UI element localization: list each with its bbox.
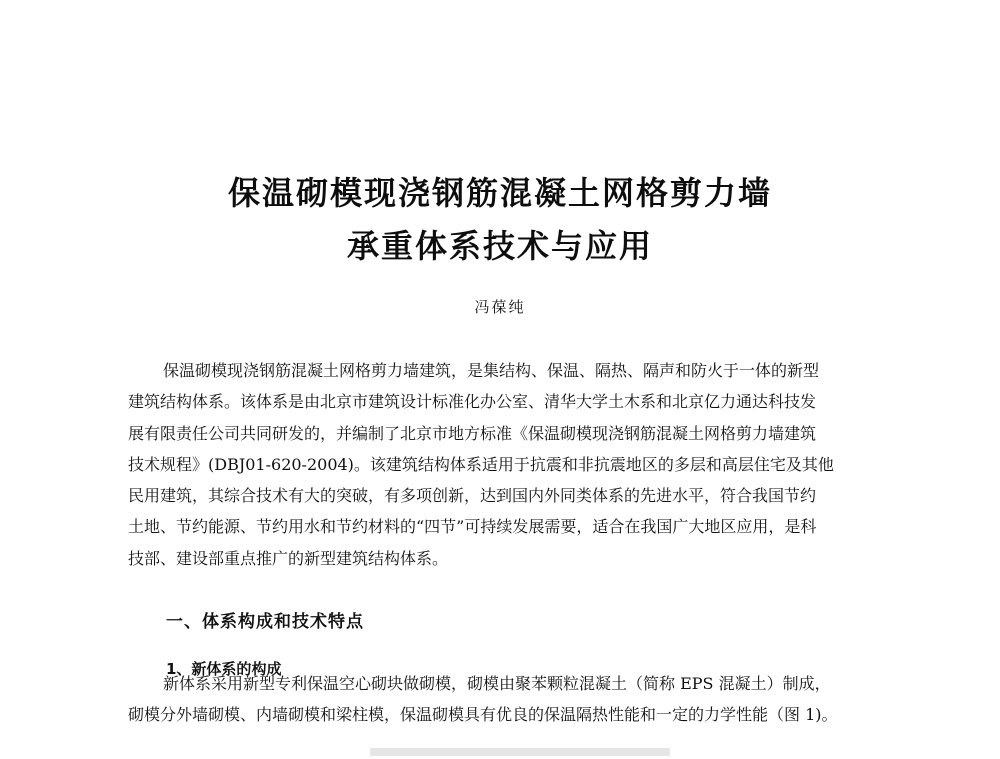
paragraph-line: 保温砌模现浇钢筋混凝土网格剪力墙建筑，是集结构、保温、隔热、隔声和防火于一体的新型 — [163, 361, 820, 380]
paragraph-line: 民用建筑，其综合技术有大的突破，有多项创新，达到国内外同类体系的先进水平，符合我国节约 — [128, 486, 817, 506]
paragraph-line: 技术规程》(DBJ01-620-2004)。该建筑结构体系适用于抗震和非抗震地区的多层和高层住宅及其他 — [128, 454, 834, 474]
title-line-1: 保温砌模现浇钢筋混凝土网格剪力墙 — [227, 174, 772, 212]
paragraph-line: 砌模分外墙砌模、内墙砌模和梁柱模，保温砌模具有优良的保温隔热性能和一定的力学性能（图 1)。 — [128, 705, 838, 725]
title-line-2: 承重体系技术与应用 — [346, 227, 653, 265]
paragraph-line: 展有限责任公司共同研发的，并编制了北京市地方标准《保温砌模现浇钢筋混凝土网格剪力墙建筑 — [128, 423, 817, 443]
author-name: 冯葆纯 — [474, 298, 526, 316]
body-paragraph — [128, 668, 888, 731]
paragraph-line: 技部、建设部重点推广的新型建筑结构体系。 — [128, 548, 449, 568]
sub-heading: 1、新体系的构成 — [166, 660, 282, 678]
intro-paragraph — [128, 355, 876, 574]
paragraph-line: 建筑结构体系。该体系是由北京市建筑设计标准化办公室、清华大学土木系和北京亿力通达科技发 — [128, 392, 817, 412]
section-heading: 一、体系构成和技术特点 — [166, 612, 364, 633]
paragraph-line: 新体系采用新型专利保温空心砌块做砌模，砌模由聚苯颗粒混凝土（简称 EPS 混凝土）制成， — [163, 674, 831, 693]
scan-artifact — [370, 748, 670, 756]
paragraph-line: 土地、节约能源、节约用水和节约材料的“四节”可持续发展需要，适合在我国广大地区应用，是科 — [128, 517, 817, 537]
